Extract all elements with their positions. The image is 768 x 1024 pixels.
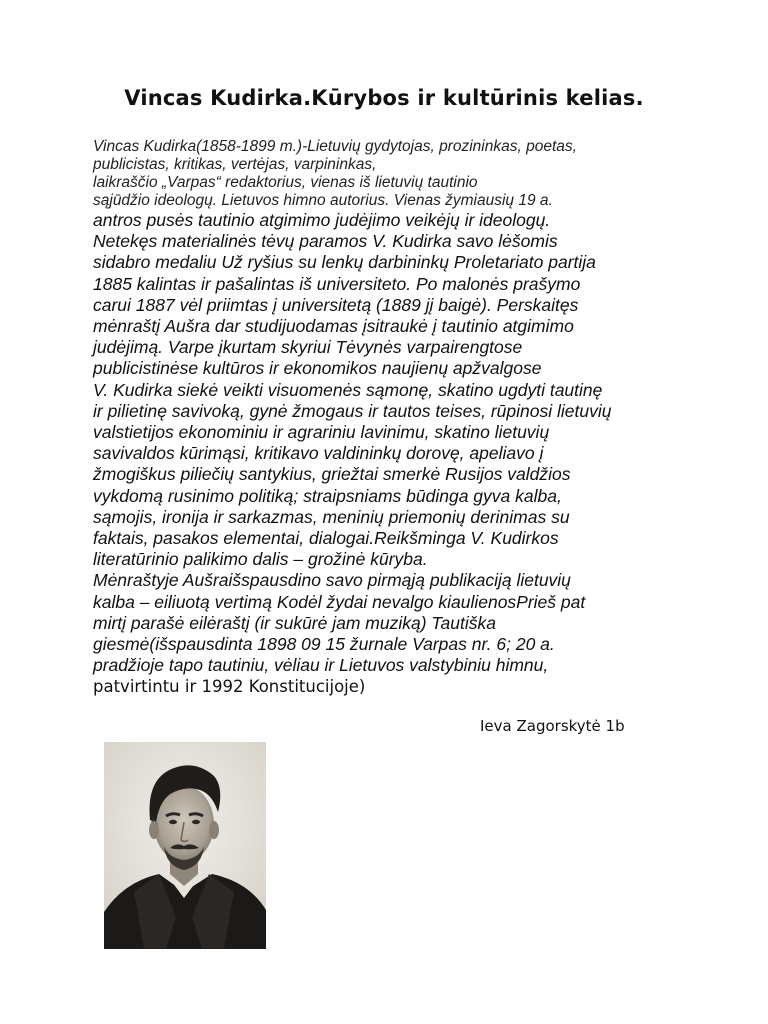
text-line: pradžioje tapo tautiniu, vėliau ir Lietuvos valstybiniu himnu, bbox=[93, 655, 549, 676]
text-line: sąjūdžio ideologų. Lietuvos himno autorius. Vienas žymiausių 19 a. bbox=[93, 192, 553, 209]
text-line: carui 1887 vėl priimtas į universitetą (1889 jį baigė). Perskaitęs bbox=[93, 294, 579, 315]
text-line: faktais, pasakos elementai, dialogai.Reikšminga V. Kudirkos bbox=[93, 528, 559, 549]
text-line: vykdomą rusinimo politiką; straipsniams būdinga gyva kalba, bbox=[93, 485, 562, 506]
text-line: valstietijos ekonominiu ir agrariniu lavinimu, skatino lietuvių bbox=[93, 422, 550, 443]
author-signature: Ieva Zagorskytė 1b bbox=[480, 717, 625, 735]
text-line: laikraščio „Varpas“ redaktorius, vienas iš lietuvių tautinio bbox=[93, 174, 478, 191]
text-line: mėnraštį Aušra dar studijuodamas įsitraukė į tautinio atgimimo bbox=[93, 316, 574, 337]
text-line: 1885 kalintas ir pašalintas iš universiteto. Po malonės prašymo bbox=[93, 273, 581, 294]
text-line: judėjimą. Varpe įkurtam skyriui Tėvynės varpairengtose bbox=[93, 337, 523, 358]
text-line: ir pilietinę savivoką, gynė žmogaus ir tautos teises, rūpinosi lietuvių bbox=[93, 400, 612, 421]
text-line: giesmė(išspausdinta 1898 09 15 žurnale Varpas nr. 6; 20 a. bbox=[93, 634, 555, 655]
text-line: Mėnraštyje Aušraišspausdino savo pirmąją publikaciją lietuvių bbox=[93, 570, 571, 591]
text-line: patvirtintu ir 1992 Konstitucijoje) bbox=[93, 677, 366, 697]
text-line: kalba – eiliuotą vertimą Kodėl žydai nevalgo kiaulienosPrieš pat bbox=[93, 591, 586, 612]
text-line: V. Kudirka siekė veikti visuomenės sąmonę, skatino ugdyti tautinę bbox=[93, 379, 603, 400]
text-line: publicistinėse kultūros ir ekonomikos naujienų apžvalgose bbox=[93, 358, 542, 379]
document-title: Vincas Kudirka.Kūrybos ir kultūrinis kelias. bbox=[124, 86, 644, 110]
text-line: mirtį parašė eilėraštį (ir sukūrė jam muziką) Tautiška bbox=[93, 612, 496, 633]
text-line: antros pusės tautinio atgimimo judėjimo veikėjų ir ideologų. bbox=[93, 210, 551, 230]
text-line: Netekęs materialinės tėvų paramos V. Kudirka savo lėšomis bbox=[93, 231, 558, 252]
portrait-photo bbox=[104, 742, 266, 949]
text-line: sąmojis, ironija ir sarkazmas, meninių priemonių derinimas su bbox=[93, 506, 570, 527]
text-line: Vincas Kudirka(1858-1899 m.)-Lietuvių gydytojas, prozininkas, poetas, bbox=[93, 138, 577, 155]
text-line: žmogiškus piliečių santykius, griežtai smerkė Rusijos valdžios bbox=[93, 464, 571, 485]
text-line: sidabro medaliu Už ryšius su lenkų darbininkų Proletariato partija bbox=[93, 252, 596, 273]
portrait-illustration bbox=[104, 742, 266, 949]
text-line: savivaldos kūrimąsi, kritikavo valdininkų dorovę, apeliavo į bbox=[93, 443, 544, 464]
text-line: literatūrinio palikimo dalis – grožinė kūryba. bbox=[93, 549, 428, 570]
text-line: publicistas, kritikas, vertėjas, varpininkas, bbox=[93, 156, 377, 173]
body-text bbox=[93, 138, 683, 698]
